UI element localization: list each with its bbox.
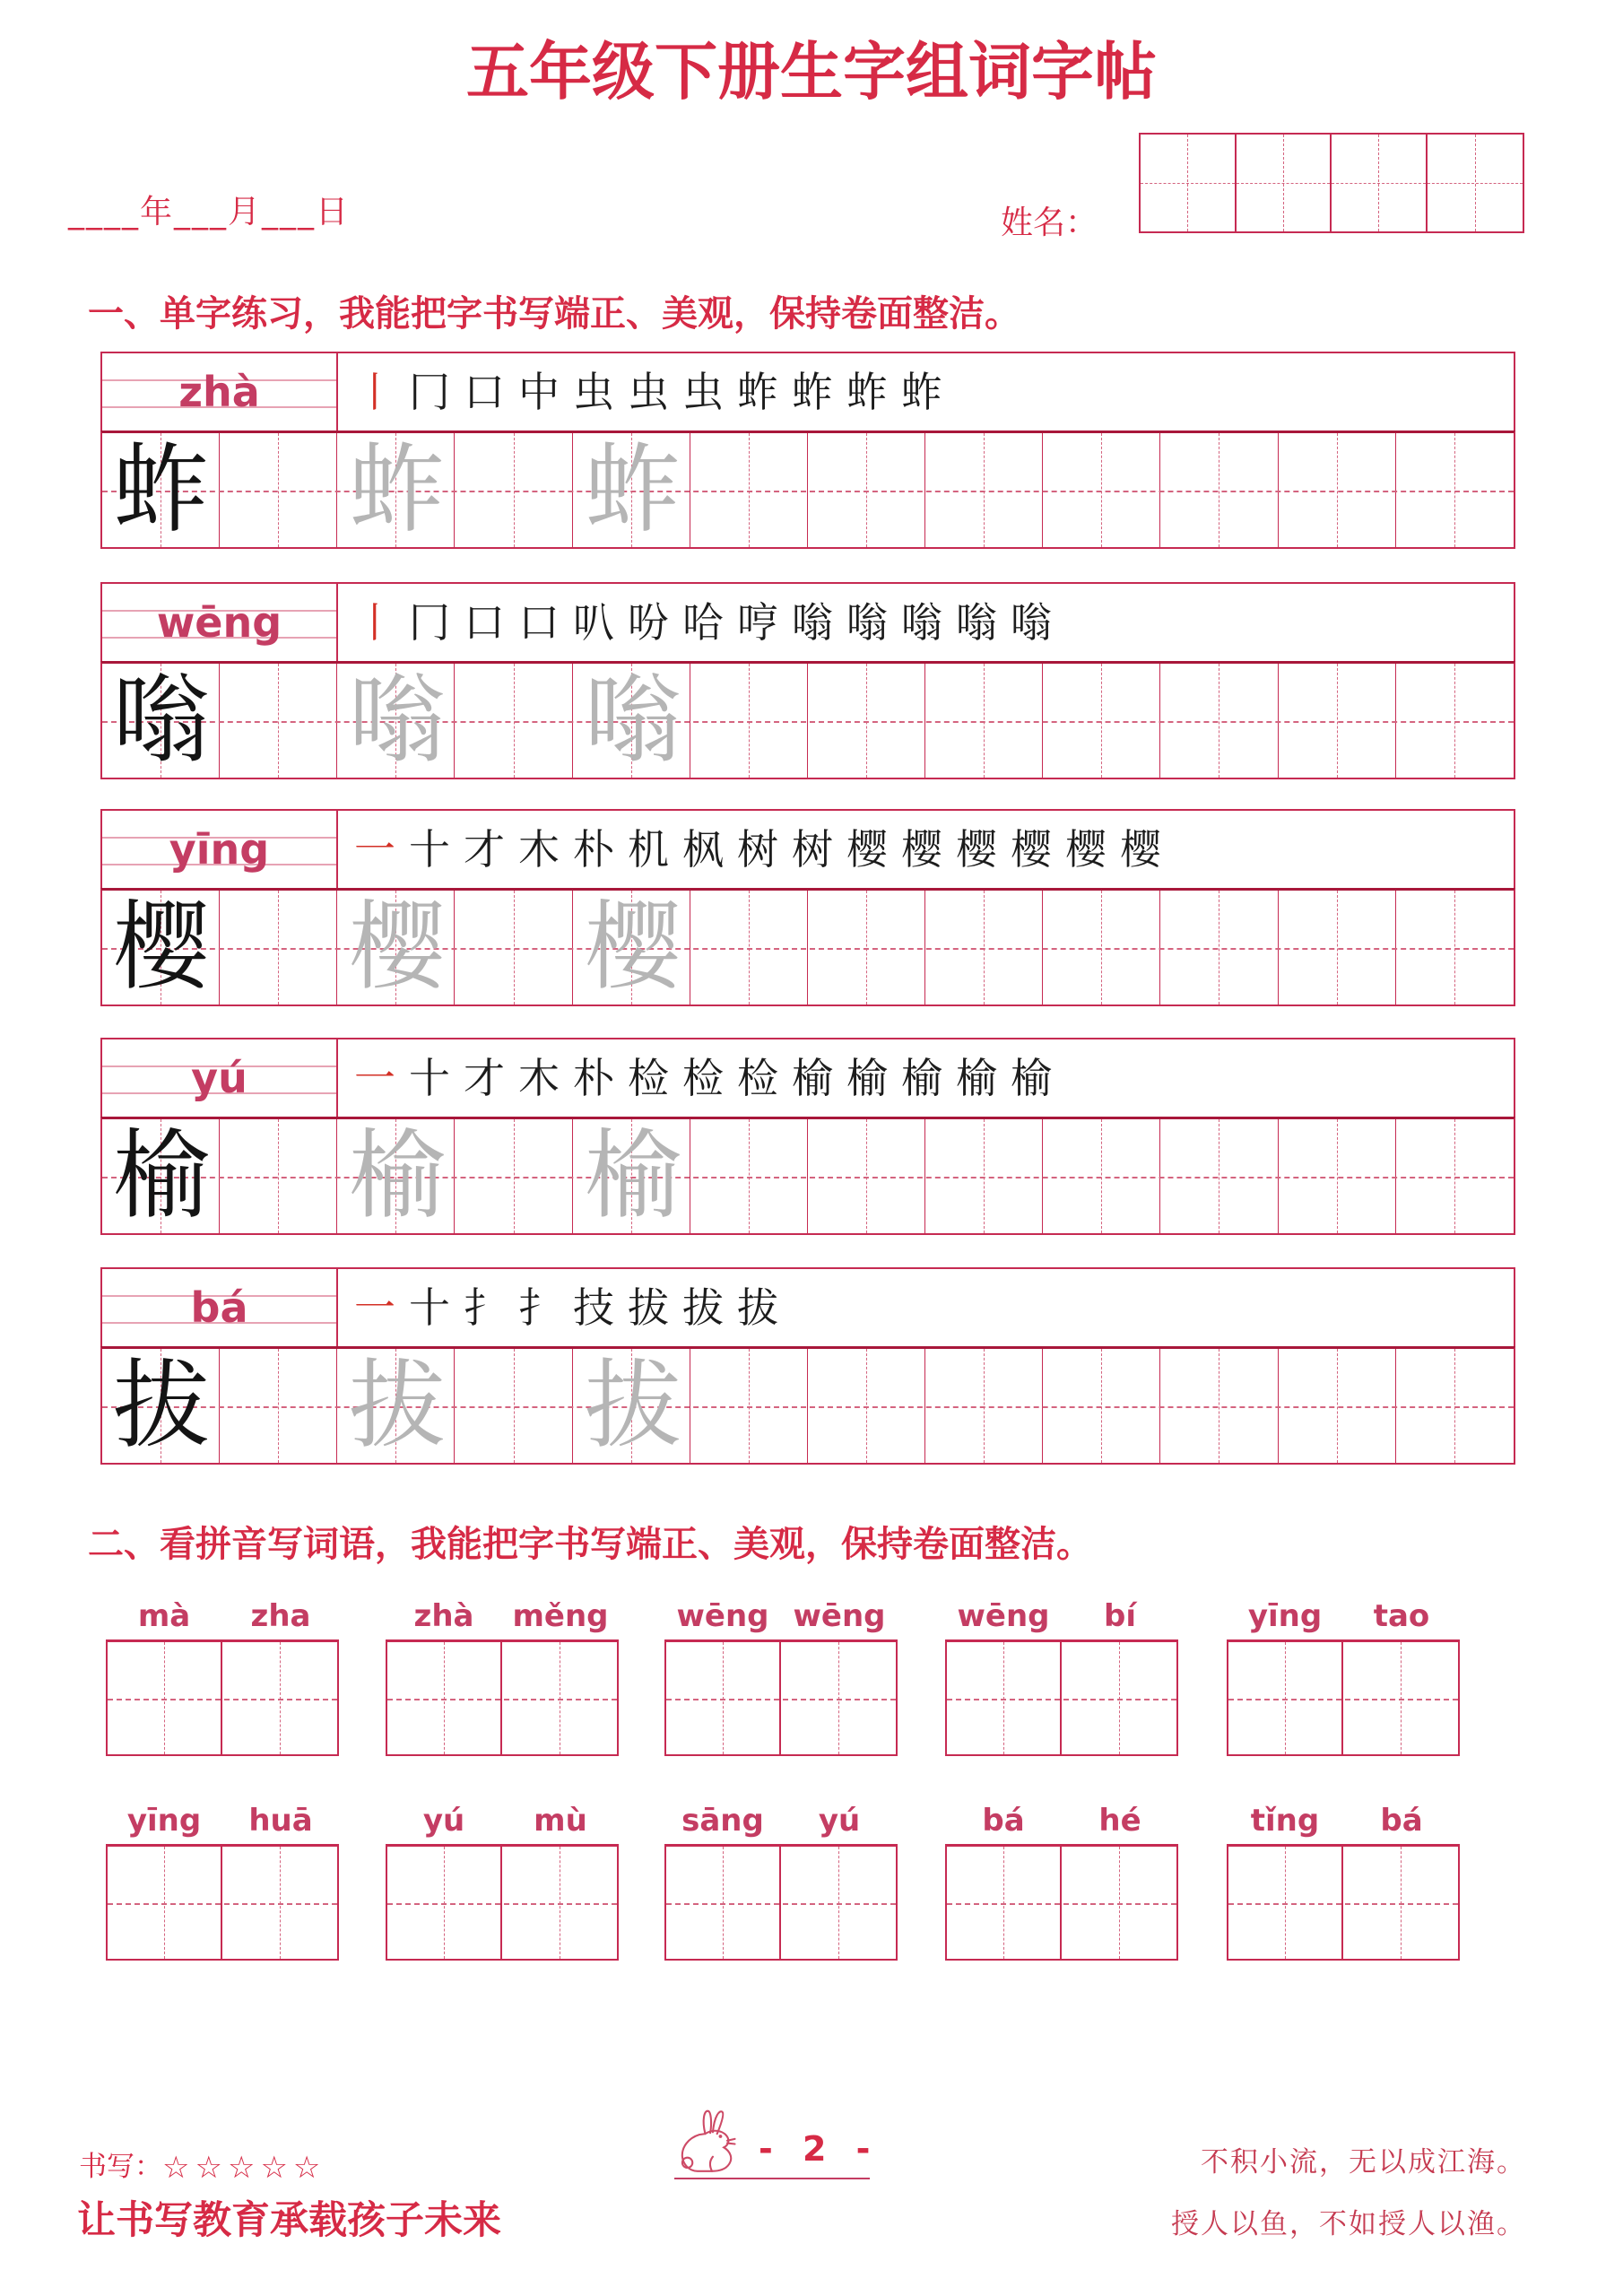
write-cell — [222, 1847, 337, 1959]
quote-line: 不积小流，无以成江海。 — [1201, 2146, 1526, 2179]
write-cell — [666, 1847, 781, 1959]
practice-block-ying — [100, 809, 1515, 1006]
word-pinyin — [106, 1801, 339, 1840]
write-cell — [1228, 1847, 1343, 1959]
stroke-step: 拔 — [682, 1283, 724, 1332]
pinyin-stroke-row — [100, 1038, 1515, 1117]
practice-block-yu — [100, 1038, 1515, 1235]
trace-character: 拔 — [584, 1349, 681, 1462]
word-pinyin — [664, 1801, 898, 1840]
stroke-step: 虫 — [628, 368, 669, 416]
pinyin-box — [102, 1039, 338, 1117]
word-group — [386, 1596, 619, 1756]
write-cell — [781, 1642, 896, 1754]
word-group — [664, 1801, 898, 1961]
trace-character: 嗡 — [348, 664, 446, 777]
syllable: mù — [534, 1803, 587, 1839]
stroke-step: 樱 — [956, 825, 997, 874]
character-grid-row — [100, 1117, 1515, 1235]
grid-cell — [455, 891, 572, 1004]
syllable: bí — [1104, 1598, 1136, 1634]
grid-cell — [220, 1349, 337, 1463]
word-group — [106, 1596, 339, 1756]
word-write-box — [386, 1844, 619, 1961]
pinyin-text: zhà — [178, 368, 260, 416]
write-cell — [108, 1642, 222, 1754]
write-cell — [666, 1642, 781, 1754]
grid-cell — [925, 891, 1043, 1004]
name-label: 姓名： — [1001, 204, 1098, 241]
grid-cell — [808, 891, 925, 1004]
stroke-order-sequence — [338, 584, 1514, 661]
stroke-step: 榆 — [956, 1054, 997, 1102]
grid-cell — [1279, 891, 1396, 1004]
stroke-step: 榆 — [792, 1054, 833, 1102]
grid-cell — [1160, 433, 1278, 547]
word-pinyin — [106, 1596, 339, 1636]
stroke-step: 朴 — [573, 1054, 614, 1102]
stroke-step: 中 — [518, 368, 560, 416]
word-group — [386, 1801, 619, 1961]
name-write-grid — [1139, 133, 1524, 233]
stroke-step: 树 — [792, 825, 833, 874]
write-cell — [502, 1847, 617, 1959]
date-blanks: ____年___月___日 — [68, 194, 351, 230]
grid-cell — [925, 664, 1043, 778]
stroke-step: 拔 — [628, 1283, 669, 1332]
grid-cell — [1332, 135, 1428, 231]
syllable: sāng — [681, 1803, 764, 1839]
trace-character: 嗡 — [584, 664, 681, 777]
grid-cell — [808, 1119, 925, 1233]
syllable: wēng — [957, 1598, 1050, 1634]
word-write-box — [945, 1844, 1178, 1961]
stroke-step: 冂 — [409, 598, 450, 647]
syllable: zha — [250, 1598, 311, 1634]
stroke-step: 蚱 — [846, 368, 888, 416]
stroke-step: 榆 — [846, 1054, 888, 1102]
word-write-box — [1227, 1844, 1460, 1961]
word-group — [106, 1801, 339, 1961]
word-write-box — [106, 1639, 339, 1756]
word-write-box — [664, 1844, 898, 1961]
word-write-box — [945, 1639, 1178, 1756]
grid-cell — [1396, 664, 1514, 778]
word-pinyin — [945, 1596, 1178, 1636]
write-cell — [387, 1847, 502, 1959]
grid-cell — [220, 664, 337, 778]
write-cell — [1228, 1642, 1343, 1754]
grid-cell — [1043, 433, 1160, 547]
grid-cell — [220, 1119, 337, 1233]
syllable: wēng — [793, 1598, 886, 1634]
stroke-step: 榆 — [901, 1054, 942, 1102]
trace-character: 榆 — [584, 1119, 681, 1232]
word-pinyin — [1227, 1801, 1460, 1840]
stroke-order-sequence — [338, 1039, 1514, 1117]
grid-cell — [1279, 1119, 1396, 1233]
syllable: yīng — [1247, 1598, 1323, 1634]
grid-cell — [1043, 891, 1160, 1004]
write-cell — [1343, 1642, 1458, 1754]
stroke-step: 嗡 — [901, 598, 942, 647]
stroke-step: 才 — [464, 825, 505, 874]
pinyin-text: yīng — [169, 825, 270, 874]
stroke-step: 技 — [573, 1283, 614, 1332]
syllable: yú — [422, 1803, 465, 1839]
word-pinyin — [386, 1801, 619, 1840]
grid-cell — [808, 1349, 925, 1463]
word-pinyin — [664, 1596, 898, 1636]
syllable: měng — [512, 1598, 609, 1634]
pinyin-text: yú — [191, 1054, 247, 1102]
grid-cell — [1428, 135, 1523, 231]
grid-cell — [690, 433, 808, 547]
practice-block-zha — [100, 352, 1515, 549]
rabbit-icon — [665, 2108, 759, 2181]
syllable: tao — [1373, 1598, 1430, 1634]
syllable: yīng — [126, 1803, 202, 1839]
stroke-step: 一 — [354, 1054, 395, 1102]
grid-cell — [1141, 135, 1237, 231]
grid-cell — [690, 891, 808, 1004]
model-character: 樱 — [112, 891, 210, 1004]
grid-cell — [1396, 433, 1514, 547]
syllable: bá — [1380, 1803, 1423, 1839]
word-group — [945, 1596, 1178, 1756]
grid-cell — [808, 664, 925, 778]
stroke-step: 樱 — [901, 825, 942, 874]
practice-block-ba — [100, 1267, 1515, 1465]
grid-cell — [1043, 1349, 1160, 1463]
trace-character: 蚱 — [584, 433, 681, 546]
pinyin-box — [102, 1269, 338, 1346]
stroke-step: 一 — [354, 825, 395, 874]
word-group — [664, 1596, 898, 1756]
grid-cell — [690, 1119, 808, 1233]
word-group — [1227, 1596, 1460, 1756]
grid-cell — [1043, 664, 1160, 778]
syllable: huā — [248, 1803, 313, 1839]
star-rating-icons: ☆☆☆☆☆ — [162, 2150, 326, 2186]
stroke-step: 蚱 — [901, 368, 942, 416]
stroke-step: 樱 — [1011, 825, 1052, 874]
grid-cell — [1396, 891, 1514, 1004]
stroke-step: 口 — [464, 368, 505, 416]
stroke-step: 蚱 — [737, 368, 778, 416]
syllable: hé — [1098, 1803, 1141, 1839]
grid-cell — [455, 664, 572, 778]
grid-cell — [455, 1119, 572, 1233]
stroke-step: 十 — [409, 825, 450, 874]
stroke-step: 检 — [737, 1054, 778, 1102]
character-grid-row — [100, 1346, 1515, 1465]
word-write-box — [664, 1639, 898, 1756]
character-grid-row — [100, 888, 1515, 1006]
grid-cell — [1396, 1349, 1514, 1463]
grid-cell — [1237, 135, 1332, 231]
stroke-step: 虫 — [573, 368, 614, 416]
stroke-step: 嗡 — [846, 598, 888, 647]
word-group — [1227, 1801, 1460, 1961]
syllable: zhà — [413, 1598, 474, 1634]
grid-cell — [1279, 1349, 1396, 1463]
pinyin-stroke-row — [100, 1267, 1515, 1346]
word-pinyin — [1227, 1596, 1460, 1636]
word-write-box — [106, 1844, 339, 1961]
stroke-step: 口 — [464, 598, 505, 647]
write-cell — [222, 1642, 337, 1754]
syllable: wēng — [676, 1598, 769, 1634]
model-character: 拔 — [112, 1349, 210, 1462]
practice-block-weng — [100, 582, 1515, 779]
stroke-step: 嗡 — [956, 598, 997, 647]
grid-cell — [690, 664, 808, 778]
stroke-step: 检 — [628, 1054, 669, 1102]
grid-cell — [1279, 433, 1396, 547]
pinyin-stroke-row — [100, 352, 1515, 430]
stroke-step: 扌 — [464, 1283, 505, 1332]
grid-cell — [220, 433, 337, 547]
write-cell — [781, 1847, 896, 1959]
syllable: mà — [137, 1598, 191, 1634]
model-character: 榆 — [112, 1119, 210, 1232]
grid-cell — [1043, 1119, 1160, 1233]
grid-cell — [925, 1119, 1043, 1233]
stroke-order-sequence — [338, 811, 1514, 888]
footer-divider-line — [674, 2178, 870, 2179]
stroke-step: 叭 — [573, 598, 614, 647]
stroke-step: 才 — [464, 1054, 505, 1102]
trace-character: 樱 — [348, 891, 446, 1004]
trace-character: 樱 — [584, 891, 681, 1004]
stroke-step: 木 — [518, 1054, 560, 1102]
word-write-box — [1227, 1639, 1460, 1756]
footer-slogan: 让书写教育承载孩子未来 — [77, 2198, 501, 2243]
grid-cell — [1396, 1119, 1514, 1233]
stroke-step: 樱 — [1120, 825, 1161, 874]
stroke-step: 朴 — [573, 825, 614, 874]
grid-cell — [925, 433, 1043, 547]
grid-cell — [808, 433, 925, 547]
grid-cell — [690, 1349, 808, 1463]
grid-cell — [1160, 1349, 1278, 1463]
page-title: 五年级下册生字组词字帖 — [466, 35, 1157, 109]
stroke-step: 拔 — [737, 1283, 778, 1332]
trace-character: 拔 — [348, 1349, 446, 1462]
rating-label: 书写： — [79, 2151, 162, 2183]
stroke-step: 哼 — [737, 598, 778, 647]
stroke-step: 扌 — [518, 1283, 560, 1332]
stroke-step: 吩 — [628, 598, 669, 647]
stroke-step: 冂 — [409, 368, 450, 416]
trace-character: 蚱 — [348, 433, 446, 546]
word-pinyin — [945, 1801, 1178, 1840]
stroke-order-sequence — [338, 1269, 1514, 1346]
grid-cell — [925, 1349, 1043, 1463]
write-cell — [387, 1642, 502, 1754]
stroke-step: 机 — [628, 825, 669, 874]
stroke-step: 十 — [409, 1283, 450, 1332]
grid-cell — [1279, 664, 1396, 778]
write-cell — [1062, 1847, 1176, 1959]
write-cell — [1062, 1642, 1176, 1754]
syllable: tǐng — [1250, 1803, 1320, 1839]
syllable: bá — [982, 1803, 1025, 1839]
pinyin-box — [102, 584, 338, 661]
grid-cell — [1160, 664, 1278, 778]
stroke-step: 枫 — [682, 825, 724, 874]
stroke-step: 口 — [518, 598, 560, 647]
stroke-step: 嗡 — [792, 598, 833, 647]
pinyin-stroke-row — [100, 809, 1515, 888]
section1-heading: 一、单字练习，我能把字书写端正、美观，保持卷面整洁。 — [88, 293, 1020, 335]
grid-cell — [1160, 1119, 1278, 1233]
stroke-step: 樱 — [846, 825, 888, 874]
word-write-box — [386, 1639, 619, 1756]
section2-heading: 二、看拼音写词语，我能把字书写端正、美观，保持卷面整洁。 — [88, 1524, 1092, 1565]
stroke-step: 樱 — [1065, 825, 1107, 874]
stroke-step: 嗡 — [1011, 598, 1052, 647]
stroke-step: 榆 — [1011, 1054, 1052, 1102]
word-pinyin — [386, 1596, 619, 1636]
write-cell — [108, 1847, 222, 1959]
footer-quotes — [1171, 2146, 1526, 2273]
page-number: - 2 - — [759, 2129, 880, 2169]
stroke-step: 丨 — [354, 368, 395, 416]
stroke-step: 虫 — [682, 368, 724, 416]
grid-cell — [455, 433, 572, 547]
character-grid-row — [100, 661, 1515, 779]
stroke-order-sequence — [338, 353, 1514, 430]
write-cell — [947, 1642, 1062, 1754]
stroke-step: 树 — [737, 825, 778, 874]
handwriting-rating — [79, 2144, 325, 2186]
pinyin-box — [102, 811, 338, 888]
syllable: yú — [818, 1803, 861, 1839]
pinyin-box — [102, 353, 338, 430]
stroke-step: 丨 — [354, 598, 395, 647]
model-character: 蚱 — [112, 433, 210, 546]
grid-cell — [1160, 891, 1278, 1004]
stroke-step: 哈 — [682, 598, 724, 647]
stroke-step: 蚱 — [792, 368, 833, 416]
grid-cell — [455, 1349, 572, 1463]
pinyin-text: wēng — [156, 598, 282, 647]
model-character: 嗡 — [112, 664, 210, 777]
stroke-step: 十 — [409, 1054, 450, 1102]
grid-cell — [220, 891, 337, 1004]
write-cell — [502, 1642, 617, 1754]
trace-character: 榆 — [348, 1119, 446, 1232]
pinyin-text: bá — [190, 1283, 248, 1332]
write-cell — [947, 1847, 1062, 1959]
quote-line: 授人以鱼，不如授人以渔。 — [1171, 2208, 1526, 2240]
character-grid-row — [100, 430, 1515, 549]
pinyin-stroke-row — [100, 582, 1515, 661]
stroke-step: 一 — [354, 1283, 395, 1332]
write-cell — [1343, 1847, 1458, 1959]
word-group — [945, 1801, 1178, 1961]
stroke-step: 检 — [682, 1054, 724, 1102]
stroke-step: 木 — [518, 825, 560, 874]
